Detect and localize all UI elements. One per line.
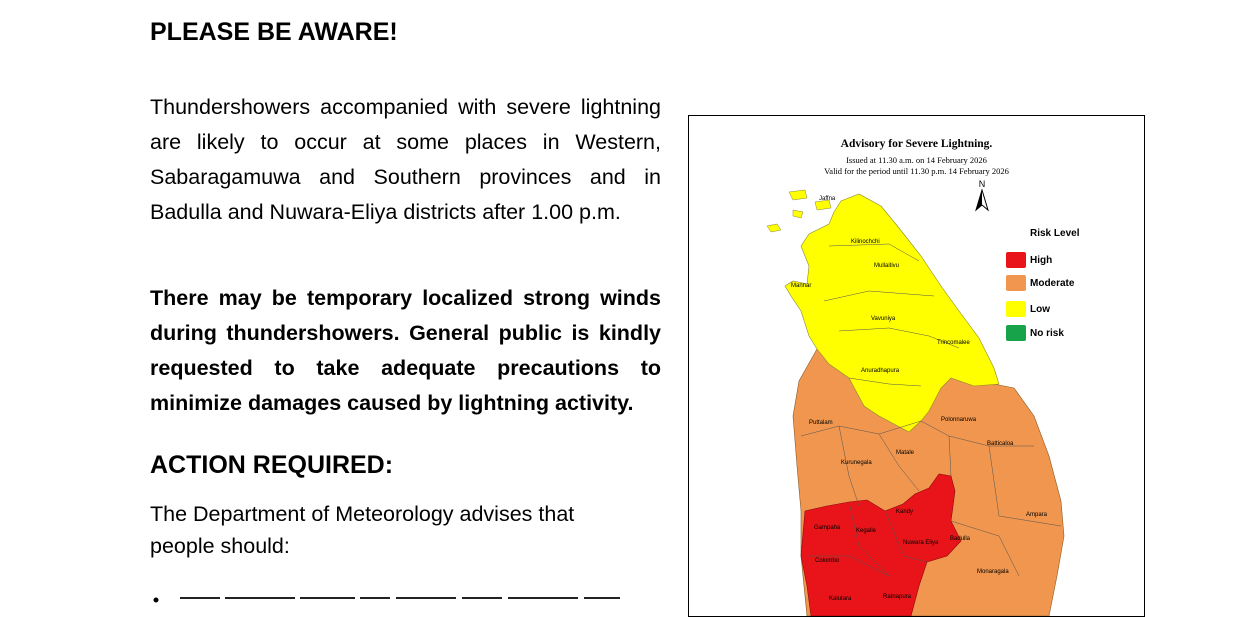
district-label-ratnapura: Ratnapura <box>883 594 912 600</box>
lightning-forecast-paragraph: Thundershowers accompanied with severe lightning are likely to occur at some places in Western, Sabaragamuwa and Southern provinces and in Badulla and Nuwara-Eliya districts after 1.00 p.m. <box>150 95 661 224</box>
cut-off-bullet-line <box>150 586 630 606</box>
legend-item-moderate <box>1030 278 1074 289</box>
svg-text:N: N <box>978 179 986 189</box>
district-label-nuwara-eliya: Nuwara Eliya <box>903 540 939 546</box>
district-label-colombo: Colombo <box>815 558 840 564</box>
district-label-kandy: Kandy <box>896 509 914 515</box>
sri-lanka-risk-map <box>689 116 1144 616</box>
district-label-mannar: Mannar <box>791 283 812 289</box>
legend-label-low: Low <box>1030 304 1050 315</box>
legend-swatch-low <box>1006 301 1026 317</box>
legend-title: Risk Level <box>1030 228 1080 239</box>
north-arrow-icon <box>976 179 988 210</box>
legend-swatch-no-risk <box>1006 325 1026 341</box>
district-label-ampara: Ampara <box>1026 512 1048 518</box>
legend-swatch-high <box>1006 252 1026 268</box>
district-label-kilinochchi: Kilinochchi <box>851 239 880 245</box>
district-label-trincomalee: Trincomalee <box>937 340 970 346</box>
legend-item-low <box>1030 304 1050 315</box>
district-label-batticaloa: Batticaloa <box>987 441 1014 447</box>
lightning-advisory-map <box>688 115 1145 617</box>
district-label-jaffna: Jaffna <box>819 196 836 202</box>
map-issued-time: Issued at 11.30 a.m. on 14 February 2026 <box>846 155 987 165</box>
district-label-monaragala: Monaragala <box>977 569 1009 575</box>
district-label-matale: Matale <box>896 450 915 456</box>
cut-off-text-fragment <box>150 586 630 606</box>
please-be-aware-heading: PLEASE BE AWARE! <box>150 18 398 46</box>
legend-label-moderate: Moderate <box>1030 278 1075 289</box>
legend-item-high <box>1030 255 1052 266</box>
district-label-polonnaruwa: Polonnaruwa <box>941 417 977 423</box>
district-label-puttalam: Puttalam <box>809 420 833 426</box>
district-label-vavuniya: Vavuniya <box>871 316 896 322</box>
legend-label-no-risk: No risk <box>1030 328 1064 339</box>
legend-swatch-moderate <box>1006 275 1026 291</box>
district-label-kurunegala: Kurunegala <box>841 460 872 466</box>
district-label-anuradhapura: Anuradhapura <box>861 368 900 374</box>
legend-item-no-risk <box>1030 328 1064 339</box>
district-label-mullaitivu: Mullaitivu <box>874 263 900 269</box>
district-label-kalutara: Kalutara <box>829 596 852 602</box>
district-label-badulla: Badulla <box>950 536 971 542</box>
legend-label-high: High <box>1030 255 1053 266</box>
precaution-paragraph: There may be temporary localized strong winds during thundershowers. General public is kindly requested to take adequate precautions to minimize damages caused by lightning activity. <box>150 286 661 415</box>
advice-intro-paragraph: The Department of Meteorology advises that people should: <box>150 502 575 558</box>
map-title: Advisory for Severe Lightning. <box>840 138 993 150</box>
action-required-heading: ACTION REQUIRED: <box>150 451 394 479</box>
district-label-kegalle: Kegalle <box>856 528 877 534</box>
district-label-gampaha: Gampaha <box>814 525 841 531</box>
map-valid-period: Valid for the period until 11.30 p.m. 14 February 2026 <box>824 166 1009 176</box>
